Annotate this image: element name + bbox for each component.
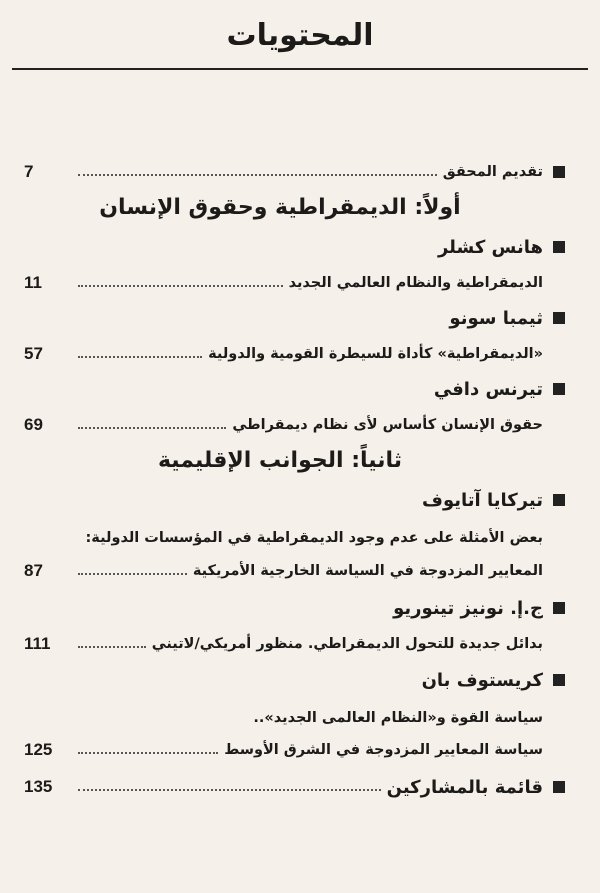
bullet-square-icon <box>553 781 565 793</box>
toc-entry-6-line1[interactable] <box>24 703 543 733</box>
toc-entry-intro[interactable] <box>24 157 565 187</box>
author-name: تيرنس دافي <box>433 378 543 400</box>
toc-entry-1[interactable] <box>24 268 543 298</box>
bullet-square-icon <box>553 674 565 686</box>
toc-entry-5[interactable] <box>24 629 543 659</box>
entry-title: المعايير المزدوجة في السياسة الخارجية الأمريكية <box>192 563 543 579</box>
bullet-square-icon <box>553 494 565 506</box>
toc-entry-2[interactable] <box>24 339 543 369</box>
dot-leader <box>78 285 283 287</box>
toc-author-5[interactable] <box>24 593 565 623</box>
entry-title: بدائل جديدة للتحول الديمقراطي. منظور أمريكي/لاتيني <box>151 636 543 652</box>
page-number: 135 <box>24 777 53 796</box>
toc-author-3[interactable] <box>24 374 565 404</box>
entry-title: تقديم المحقق <box>442 164 543 180</box>
title-rule <box>12 68 588 70</box>
entry-title: سياسة القوة و«النظام العالمى الجديد».. <box>253 710 543 726</box>
author-name: ثيمبا سونو <box>449 307 543 329</box>
page-number: 57 <box>24 344 43 363</box>
toc-entry-contributors[interactable] <box>24 772 565 802</box>
entry-title: سياسة المعايير المزدوجة في الشرق الأوسط <box>224 742 543 758</box>
dot-leader <box>78 789 381 791</box>
bullet-square-icon <box>553 241 565 253</box>
dot-leader <box>78 427 226 429</box>
bullet-square-icon <box>553 383 565 395</box>
toc-author-6[interactable] <box>24 665 565 695</box>
toc-entry-4-line1[interactable] <box>24 523 543 553</box>
dot-leader <box>78 752 218 754</box>
author-name: ج.إ. نونيز تينوريو <box>393 597 543 619</box>
entry-title: «الديمقراطية» كأداة للسيطرة القومية والدولية <box>208 346 543 362</box>
section-heading-1: أولاً: الديمقراطية وحقوق الإنسان <box>99 195 461 220</box>
page-number: 7 <box>24 162 34 181</box>
bullet-square-icon <box>553 602 565 614</box>
page-number: 69 <box>24 415 43 434</box>
section-heading-2: ثانياً: الجوانب الإقليمية <box>157 448 403 473</box>
bullet-square-icon <box>553 166 565 178</box>
page-number: 111 <box>24 634 51 653</box>
author-name: تيركايا آتايوف <box>422 489 543 511</box>
toc-author-1[interactable] <box>24 232 565 262</box>
page-title: المحتويات <box>226 18 374 53</box>
author-name: كريستوف بان <box>421 669 543 691</box>
toc-author-2[interactable] <box>24 303 565 333</box>
toc-entry-6-line2[interactable] <box>24 735 543 765</box>
entry-title: بعض الأمثلة على عدم وجود الديمقراطية في المؤسسات الدولية: <box>85 530 543 546</box>
bullet-square-icon <box>553 312 565 324</box>
author-name: هانس كشلر <box>437 236 543 258</box>
page-number: 11 <box>24 273 42 292</box>
dot-leader <box>78 356 202 358</box>
dot-leader <box>78 174 437 176</box>
toc-author-4[interactable] <box>24 485 565 515</box>
entry-title: حقوق الإنسان كأساس لأى نظام ديمقراطي <box>232 417 543 433</box>
toc-entry-4-line2[interactable] <box>24 556 543 586</box>
page-number: 87 <box>24 561 43 580</box>
entry-title: قائمة بالمشاركين <box>386 776 543 798</box>
entry-title: الديمقراطية والنظام العالمي الجديد <box>288 275 543 291</box>
dot-leader <box>78 573 187 575</box>
toc-entry-3[interactable] <box>24 410 543 440</box>
dot-leader <box>78 646 146 648</box>
page-number: 125 <box>24 740 53 759</box>
